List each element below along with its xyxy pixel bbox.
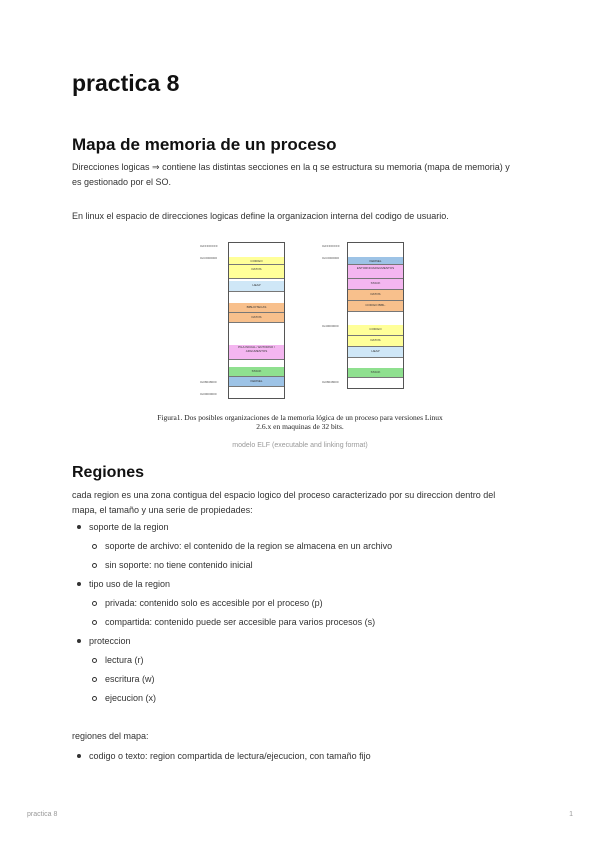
list-item: escritura (w) <box>73 670 523 689</box>
list-item: codigo o texto: region compartida de lectura/ejecucion, con tamaño fijo <box>73 747 523 766</box>
segment: STACK <box>229 367 284 377</box>
segment: ENTORNO/ARGUMENTOS <box>348 265 403 279</box>
segment: CODIGO BIBL. <box>348 301 403 312</box>
paragraph-logical-addresses: Direcciones logicas ⇒ contiene las distintas secciones en la q se estructura su memoria (mapa de memoria) y es gestionado por el SO. <box>72 162 510 187</box>
section-heading-memory-map: Mapa de memoria de un proceso <box>72 135 337 154</box>
page-number: 1 <box>569 811 573 818</box>
list-item: compartida: contenido puede ser accesible para varios procesos (s) <box>73 613 523 632</box>
footer-title: practica 8 <box>27 811 58 818</box>
memory-column-right <box>347 242 404 389</box>
segment: KERNEL <box>348 257 403 265</box>
segment: CODIGO <box>229 257 284 265</box>
address-label: 0x08048000 <box>322 380 339 384</box>
address-label: 0xC0000000 <box>322 256 340 260</box>
map-regions-list <box>73 747 523 766</box>
paragraph-map-regions: regiones del mapa: <box>72 731 149 741</box>
figure-caption: Figura1. Dos posibles organizaciones de la memoria lógica de un proceso para versiones Linux 2.6.x en maquinas de 32 bits. <box>157 413 443 431</box>
list-item: privada: contenido solo es accesible por el proceso (p) <box>73 594 523 613</box>
address-label: 0x40000000 <box>322 324 339 328</box>
segment: BIBLIOTECAS <box>229 303 284 313</box>
address-label: 0x08048000 <box>200 380 217 384</box>
segment: KERNEL <box>229 377 284 387</box>
paragraph-linux-address-space: En linux el espacio de direcciones logicas define la organizacion interna del codigo de usuario. <box>72 211 449 221</box>
address-label: 0xFFFFFFFF <box>200 244 218 248</box>
paragraph-regions-intro: cada region es una zona contigua del espacio logico del proceso caracterizado por su direccion dentro del mapa, el tamaño y una serie de propiedades: <box>72 490 496 515</box>
list-item: proteccion <box>73 632 523 651</box>
segment: DATOS <box>229 265 284 279</box>
list-item: soporte de archivo: el contenido de la region se almacena en un archivo <box>73 537 523 556</box>
section-heading-regions: Regiones <box>72 464 145 481</box>
list-item: tipo uso de la region <box>73 575 523 594</box>
segment: PILA INICIAL / ENTORNO / ARGUMENTOS <box>229 345 284 360</box>
segment: DATOS <box>348 336 403 347</box>
segment: CODIGO <box>348 325 403 336</box>
segment: STACK <box>348 368 403 378</box>
address-label: 0x00000000 <box>200 392 217 396</box>
list-item: soporte de la region <box>73 518 523 537</box>
segment: DATOS <box>229 313 284 323</box>
segment: HEAP <box>348 347 403 358</box>
segment: HEAP <box>229 281 284 292</box>
list-item: sin soporte: no tiene contenido inicial <box>73 556 523 575</box>
regions-properties-list <box>73 518 523 708</box>
page-title: practica 8 <box>72 70 180 96</box>
segment: STACK <box>348 279 403 290</box>
segment: DATOS <box>348 290 403 301</box>
memory-column-left <box>228 242 285 399</box>
list-item: ejecucion (x) <box>73 689 523 708</box>
image-caption: modelo ELF (executable and linking format) <box>232 442 368 449</box>
address-label: 0xFFFFFFFF <box>322 244 340 248</box>
memory-map-figure <box>200 242 415 432</box>
address-label: 0xC0000000 <box>200 256 218 260</box>
list-item: lectura (r) <box>73 651 523 670</box>
